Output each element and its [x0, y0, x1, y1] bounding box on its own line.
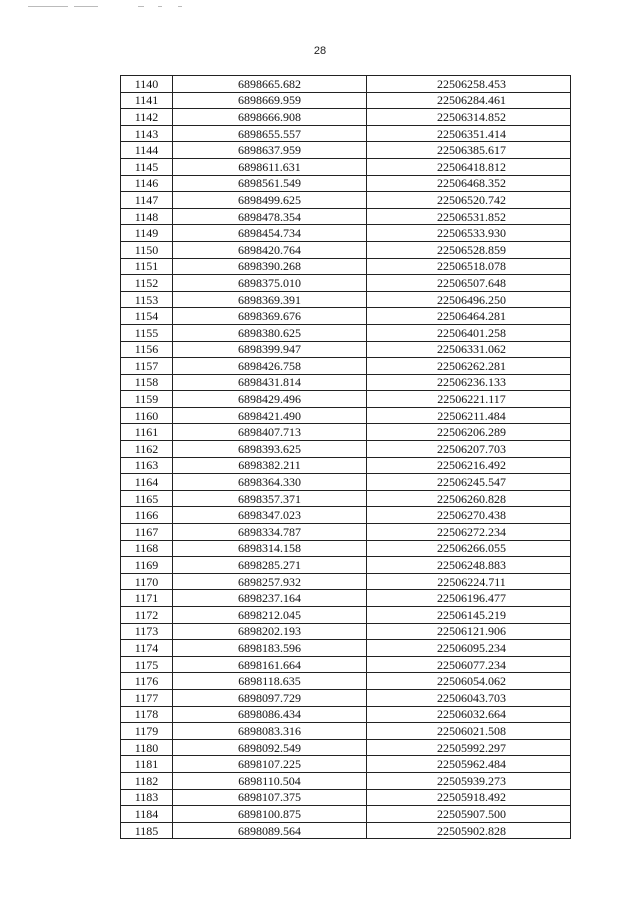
y-coordinate: 22506351.414 [367, 125, 571, 142]
x-coordinate: 6898669.959 [173, 92, 367, 109]
x-coordinate: 6898118.635 [173, 673, 367, 690]
x-coordinate: 6898478.354 [173, 208, 367, 225]
x-coordinate: 6898183.596 [173, 640, 367, 657]
point-number: 1162 [121, 441, 173, 458]
point-number: 1146 [121, 175, 173, 192]
point-number: 1167 [121, 524, 173, 541]
y-coordinate: 22506258.453 [367, 76, 571, 93]
table-row [121, 92, 571, 109]
x-coordinate: 6898110.504 [173, 772, 367, 789]
x-coordinate: 6898347.023 [173, 507, 367, 524]
table-row [121, 109, 571, 126]
y-coordinate: 22506054.062 [367, 673, 571, 690]
y-coordinate: 22505939.273 [367, 772, 571, 789]
table-row [121, 689, 571, 706]
x-coordinate: 6898382.211 [173, 457, 367, 474]
x-coordinate: 6898212.045 [173, 607, 367, 624]
x-coordinate: 6898665.682 [173, 76, 367, 93]
y-coordinate: 22506121.906 [367, 623, 571, 640]
x-coordinate: 6898431.814 [173, 374, 367, 391]
page-number: 28 [313, 45, 327, 57]
point-number: 1180 [121, 739, 173, 756]
table-row [121, 557, 571, 574]
x-coordinate: 6898390.268 [173, 258, 367, 275]
point-number: 1155 [121, 324, 173, 341]
y-coordinate: 22506468.352 [367, 175, 571, 192]
x-coordinate: 6898364.330 [173, 474, 367, 491]
point-number: 1154 [121, 308, 173, 325]
x-coordinate: 6898380.625 [173, 324, 367, 341]
x-coordinate: 6898407.713 [173, 424, 367, 441]
point-number: 1148 [121, 208, 173, 225]
point-number: 1142 [121, 109, 173, 126]
x-coordinate: 6898097.729 [173, 689, 367, 706]
point-number: 1140 [121, 76, 173, 93]
x-coordinate: 6898237.164 [173, 590, 367, 607]
point-number: 1158 [121, 374, 173, 391]
table-row [121, 175, 571, 192]
y-coordinate: 22506464.281 [367, 308, 571, 325]
point-number: 1153 [121, 291, 173, 308]
point-number: 1185 [121, 822, 173, 839]
table-row [121, 490, 571, 507]
y-coordinate: 22506507.648 [367, 275, 571, 292]
y-coordinate: 22506248.883 [367, 557, 571, 574]
x-coordinate: 6898399.947 [173, 341, 367, 358]
point-number: 1156 [121, 341, 173, 358]
x-coordinate: 6898454.734 [173, 225, 367, 242]
table-row [121, 723, 571, 740]
point-number: 1151 [121, 258, 173, 275]
table-row [121, 308, 571, 325]
y-coordinate: 22506266.055 [367, 540, 571, 557]
table-row [121, 573, 571, 590]
y-coordinate: 22506043.703 [367, 689, 571, 706]
point-number: 1182 [121, 772, 173, 789]
x-coordinate: 6898611.631 [173, 158, 367, 175]
table-row [121, 640, 571, 657]
point-number: 1161 [121, 424, 173, 441]
y-coordinate: 22506221.117 [367, 391, 571, 408]
y-coordinate: 22506032.664 [367, 706, 571, 723]
point-number: 1171 [121, 590, 173, 607]
point-number: 1165 [121, 490, 173, 507]
table-row [121, 225, 571, 242]
table-row [121, 374, 571, 391]
y-coordinate: 22506021.508 [367, 723, 571, 740]
y-coordinate: 22505907.500 [367, 806, 571, 823]
y-coordinate: 22506224.711 [367, 573, 571, 590]
y-coordinate: 22506211.484 [367, 407, 571, 424]
point-number: 1145 [121, 158, 173, 175]
x-coordinate: 6898393.625 [173, 441, 367, 458]
y-coordinate: 22506520.742 [367, 192, 571, 209]
table-row [121, 507, 571, 524]
point-number: 1179 [121, 723, 173, 740]
table-row [121, 407, 571, 424]
x-coordinate: 6898107.375 [173, 789, 367, 806]
y-coordinate: 22506518.078 [367, 258, 571, 275]
y-coordinate: 22506270.438 [367, 507, 571, 524]
table-row [121, 524, 571, 541]
y-coordinate: 22505918.492 [367, 789, 571, 806]
point-number: 1178 [121, 706, 173, 723]
table-row [121, 623, 571, 640]
point-number: 1152 [121, 275, 173, 292]
x-coordinate: 6898369.676 [173, 308, 367, 325]
point-number: 1170 [121, 573, 173, 590]
table-row [121, 590, 571, 607]
y-coordinate: 22506245.547 [367, 474, 571, 491]
point-number: 1174 [121, 640, 173, 657]
x-coordinate: 6898375.010 [173, 275, 367, 292]
x-coordinate: 6898100.875 [173, 806, 367, 823]
table-row [121, 656, 571, 673]
x-coordinate: 6898369.391 [173, 291, 367, 308]
table-row [121, 241, 571, 258]
point-number: 1149 [121, 225, 173, 242]
point-number: 1166 [121, 507, 173, 524]
point-number: 1147 [121, 192, 173, 209]
x-coordinate: 6898083.316 [173, 723, 367, 740]
x-coordinate: 6898421.490 [173, 407, 367, 424]
x-coordinate: 6898202.193 [173, 623, 367, 640]
point-number: 1169 [121, 557, 173, 574]
x-coordinate: 6898092.549 [173, 739, 367, 756]
y-coordinate: 22506496.250 [367, 291, 571, 308]
x-coordinate: 6898086.434 [173, 706, 367, 723]
point-number: 1143 [121, 125, 173, 142]
x-coordinate: 6898637.959 [173, 142, 367, 159]
coordinates-table [120, 75, 571, 839]
point-number: 1164 [121, 474, 173, 491]
x-coordinate: 6898420.764 [173, 241, 367, 258]
x-coordinate: 6898499.625 [173, 192, 367, 209]
y-coordinate: 22506196.477 [367, 590, 571, 607]
x-coordinate: 6898107.225 [173, 756, 367, 773]
y-coordinate: 22506284.461 [367, 92, 571, 109]
y-coordinate: 22506206.289 [367, 424, 571, 441]
y-coordinate: 22506331.062 [367, 341, 571, 358]
table-row [121, 208, 571, 225]
x-coordinate: 6898334.787 [173, 524, 367, 541]
table-row [121, 540, 571, 557]
table-row [121, 158, 571, 175]
y-coordinate: 22506533.930 [367, 225, 571, 242]
y-coordinate: 22505962.484 [367, 756, 571, 773]
table-row [121, 291, 571, 308]
x-coordinate: 6898655.557 [173, 125, 367, 142]
table-row [121, 341, 571, 358]
table-row [121, 607, 571, 624]
table-row [121, 142, 571, 159]
table-row [121, 125, 571, 142]
table-row [121, 789, 571, 806]
y-coordinate: 22506385.617 [367, 142, 571, 159]
x-coordinate: 6898089.564 [173, 822, 367, 839]
table-row [121, 324, 571, 341]
y-coordinate: 22506418.812 [367, 158, 571, 175]
x-coordinate: 6898429.496 [173, 391, 367, 408]
table-row [121, 706, 571, 723]
point-number: 1183 [121, 789, 173, 806]
table-row [121, 76, 571, 93]
x-coordinate: 6898357.371 [173, 490, 367, 507]
point-number: 1172 [121, 607, 173, 624]
table-row [121, 192, 571, 209]
point-number: 1177 [121, 689, 173, 706]
y-coordinate: 22505992.297 [367, 739, 571, 756]
point-number: 1141 [121, 92, 173, 109]
y-coordinate: 22506145.219 [367, 607, 571, 624]
y-coordinate: 22506095.234 [367, 640, 571, 657]
scan-artifacts [28, 6, 628, 10]
y-coordinate: 22506207.703 [367, 441, 571, 458]
point-number: 1160 [121, 407, 173, 424]
table-row [121, 391, 571, 408]
x-coordinate: 6898314.158 [173, 540, 367, 557]
table-row [121, 424, 571, 441]
point-number: 1184 [121, 806, 173, 823]
y-coordinate: 22506236.133 [367, 374, 571, 391]
point-number: 1157 [121, 358, 173, 375]
x-coordinate: 6898161.664 [173, 656, 367, 673]
table-row [121, 258, 571, 275]
y-coordinate: 22506077.234 [367, 656, 571, 673]
y-coordinate: 22506272.234 [367, 524, 571, 541]
table-row [121, 772, 571, 789]
table-row [121, 474, 571, 491]
table-row [121, 673, 571, 690]
table-row [121, 441, 571, 458]
point-number: 1176 [121, 673, 173, 690]
y-coordinate: 22506216.492 [367, 457, 571, 474]
table-row [121, 822, 571, 839]
point-number: 1144 [121, 142, 173, 159]
x-coordinate: 6898666.908 [173, 109, 367, 126]
table-row [121, 756, 571, 773]
point-number: 1168 [121, 540, 173, 557]
y-coordinate: 22505902.828 [367, 822, 571, 839]
y-coordinate: 22506262.281 [367, 358, 571, 375]
point-number: 1175 [121, 656, 173, 673]
y-coordinate: 22506528.859 [367, 241, 571, 258]
y-coordinate: 22506260.828 [367, 490, 571, 507]
x-coordinate: 6898285.271 [173, 557, 367, 574]
table-row [121, 806, 571, 823]
table-row [121, 275, 571, 292]
table-row [121, 739, 571, 756]
table-row [121, 457, 571, 474]
y-coordinate: 22506401.258 [367, 324, 571, 341]
table-row [121, 358, 571, 375]
y-coordinate: 22506531.852 [367, 208, 571, 225]
point-number: 1159 [121, 391, 173, 408]
point-number: 1150 [121, 241, 173, 258]
point-number: 1173 [121, 623, 173, 640]
x-coordinate: 6898257.932 [173, 573, 367, 590]
x-coordinate: 6898561.549 [173, 175, 367, 192]
x-coordinate: 6898426.758 [173, 358, 367, 375]
point-number: 1181 [121, 756, 173, 773]
point-number: 1163 [121, 457, 173, 474]
y-coordinate: 22506314.852 [367, 109, 571, 126]
